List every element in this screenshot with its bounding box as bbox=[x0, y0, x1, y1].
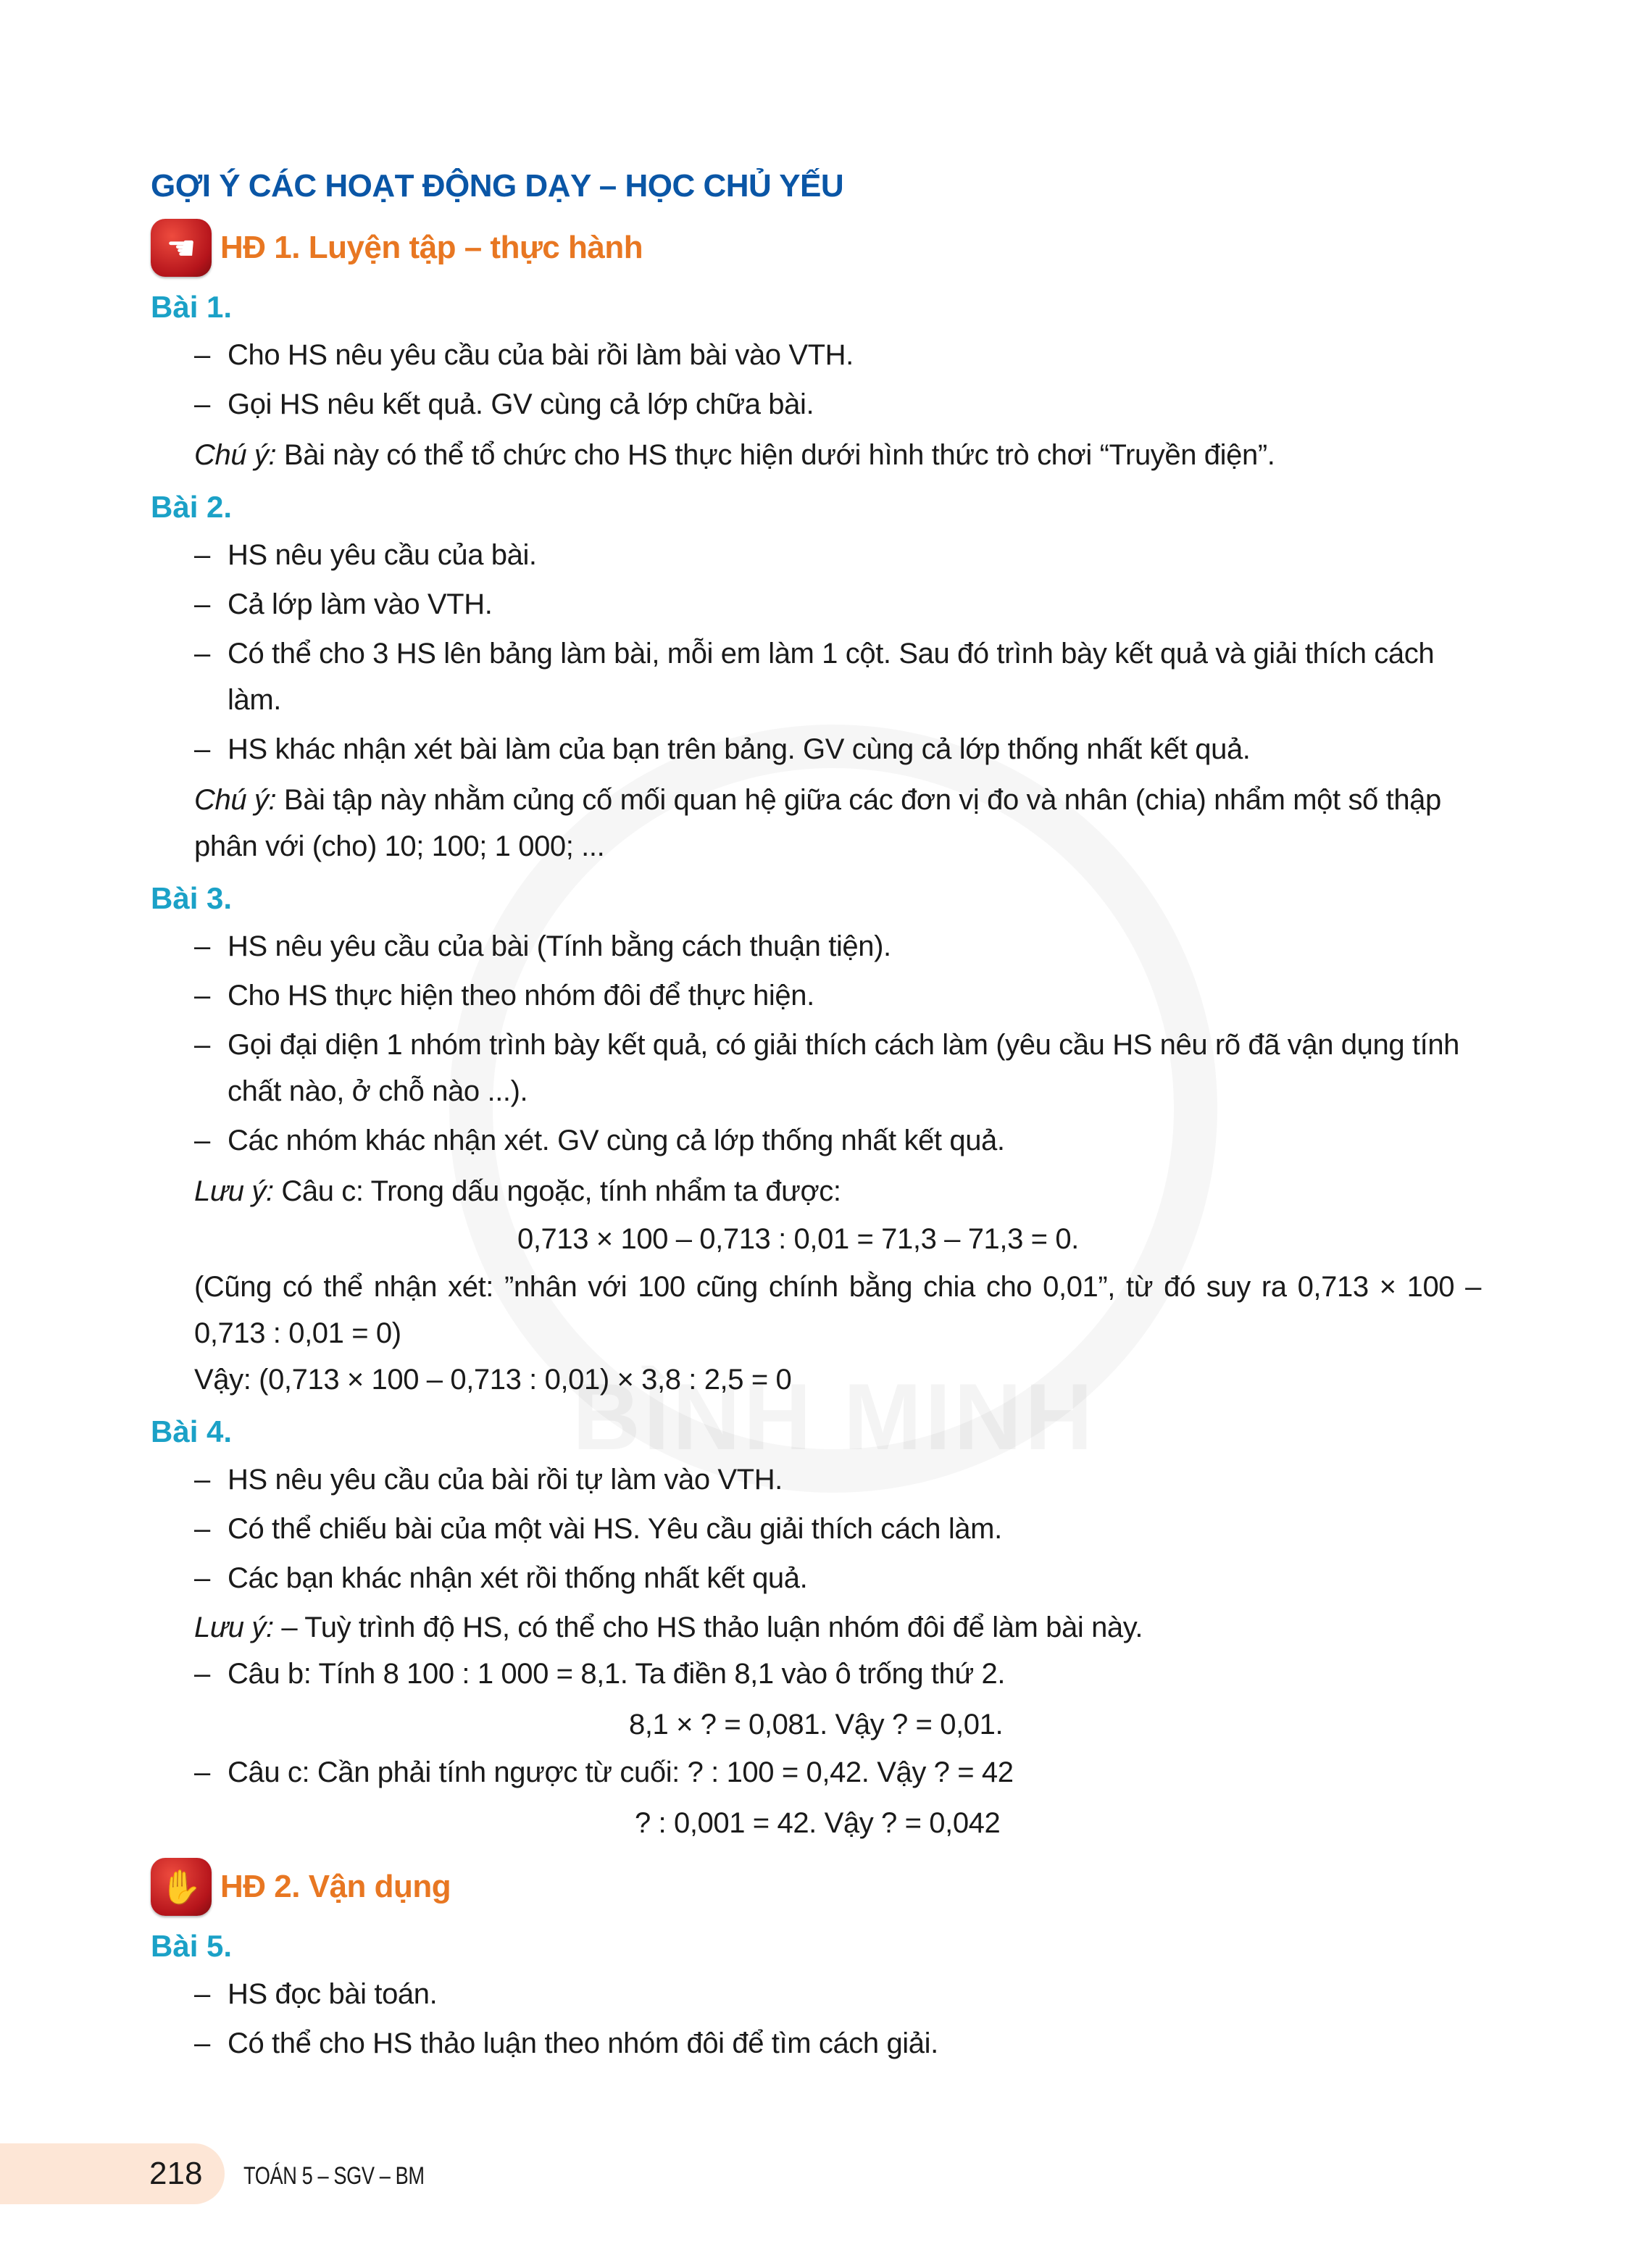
hand-pointing-icon: ☚ bbox=[151, 219, 212, 277]
list-item: – HS nêu yêu cầu của bài. bbox=[194, 539, 537, 571]
list-item: – Gọi HS nêu kết quả. GV cùng cả lớp chữa bài. bbox=[194, 388, 814, 420]
list-item: – Câu c: Cần phải tính ngược từ cuối: ? : 100 = 0,42. Vậy ? = 42 bbox=[194, 1756, 1014, 1788]
section-heading: GỢI Ý CÁC HOẠT ĐỘNG DẠY – HỌC CHỦ YẾU bbox=[151, 168, 844, 204]
list-item: – Có thể chiếu bài của một vài HS. Yêu cầu giải thích cách làm. bbox=[194, 1513, 1002, 1545]
conclusion: Vậy: (0,713 × 100 – 0,713 : 0,01) × 3,8 : 2,5 = 0 bbox=[194, 1364, 792, 1396]
exercise-2-title: Bài 2. bbox=[151, 490, 233, 524]
raised-hand-icon: ✋ bbox=[151, 1858, 212, 1916]
book-title: TOÁN 5 – SGV – BM bbox=[243, 2162, 425, 2190]
list-item: – HS nêu yêu cầu của bài rồi tự làm vào VTH. bbox=[194, 1464, 783, 1496]
list-item: – Gọi đại diện 1 nhóm trình bày kết quả, có giải thích cách làm (yêu cầu HS nêu rõ đã vận dụng tính chất nào, ở chỗ nào ...). bbox=[194, 1029, 1460, 1107]
list-item: – Cho HS thực hiện theo nhóm đôi để thực hiện. bbox=[194, 980, 814, 1012]
activity-2-header bbox=[151, 1856, 1481, 1917]
list-item: – Có thể cho 3 HS lên bảng làm bài, mỗi em làm 1 cột. Sau đó trình bày kết quả và giải thích cách làm. bbox=[194, 638, 1435, 716]
list-item: – Câu b: Tính 8 100 : 1 000 = 8,1. Ta điền 8,1 vào ô trống thứ 2. bbox=[194, 1658, 1006, 1690]
note: Lưu ý: Câu c: Trong dấu ngoặc, tính nhẩm ta được: bbox=[194, 1175, 841, 1207]
activity-1-title: HĐ 1. Luyện tập – thực hành bbox=[220, 230, 643, 265]
list-item: – HS nêu yêu cầu của bài (Tính bằng cách thuận tiện). bbox=[194, 930, 891, 962]
note: Lưu ý: – Tuỳ trình độ HS, có thể cho HS thảo luận nhóm đôi để làm bài này. bbox=[194, 1612, 1143, 1643]
note: Chú ý: Bài này có thể tổ chức cho HS thực hiện dưới hình thức trò chơi “Truyền điện”. bbox=[194, 439, 1275, 471]
equation: 8,1 × ? = 0,081. Vậy ? = 0,01. bbox=[629, 1709, 1004, 1740]
equation: 0,713 × 100 – 0,713 : 0,01 = 71,3 – 71,3 = 0. bbox=[517, 1223, 1079, 1255]
note-extra: (Cũng có thể nhận xét: ”nhân với 100 cũng chính bằng chia cho 0,01”, từ đó suy ra 0,713 × 100 – 0,713 : 0,01 = 0) bbox=[194, 1271, 1481, 1349]
list-item: – Cả lớp làm vào VTH. bbox=[194, 588, 493, 620]
list-item: – Có thể cho HS thảo luận theo nhóm đôi để tìm cách giải. bbox=[194, 2027, 938, 2059]
note: Chú ý: Bài tập này nhằm củng cố mối quan hệ giữa các đơn vị đo và nhân (chia) nhẩm một số thập phân với (cho) 10; 100; 1 000; ... bbox=[194, 784, 1441, 862]
exercise-5-title: Bài 5. bbox=[151, 1929, 233, 1963]
page-content bbox=[151, 161, 1481, 2069]
list-item: – Cho HS nêu yêu cầu của bài rồi làm bài vào VTH. bbox=[194, 339, 854, 371]
page-number: 218 bbox=[149, 2156, 203, 2191]
equation: ? : 0,001 = 42. Vậy ? = 0,042 bbox=[635, 1807, 1001, 1839]
list-item: – HS khác nhận xét bài làm của bạn trên bảng. GV cùng cả lớp thống nhất kết quả. bbox=[194, 733, 1251, 765]
activity-2-title: HĐ 2. Vận dụng bbox=[220, 1869, 451, 1904]
exercise-3-title: Bài 3. bbox=[151, 881, 233, 915]
list-item: – Các bạn khác nhận xét rồi thống nhất kết quả. bbox=[194, 1562, 808, 1594]
activity-1-header bbox=[151, 217, 1481, 278]
exercise-1-title: Bài 1. bbox=[151, 290, 233, 324]
list-item: – Các nhóm khác nhận xét. GV cùng cả lớp thống nhất kết quả. bbox=[194, 1125, 1005, 1156]
exercise-4-title: Bài 4. bbox=[151, 1414, 233, 1448]
list-item: – HS đọc bài toán. bbox=[194, 1978, 438, 2010]
